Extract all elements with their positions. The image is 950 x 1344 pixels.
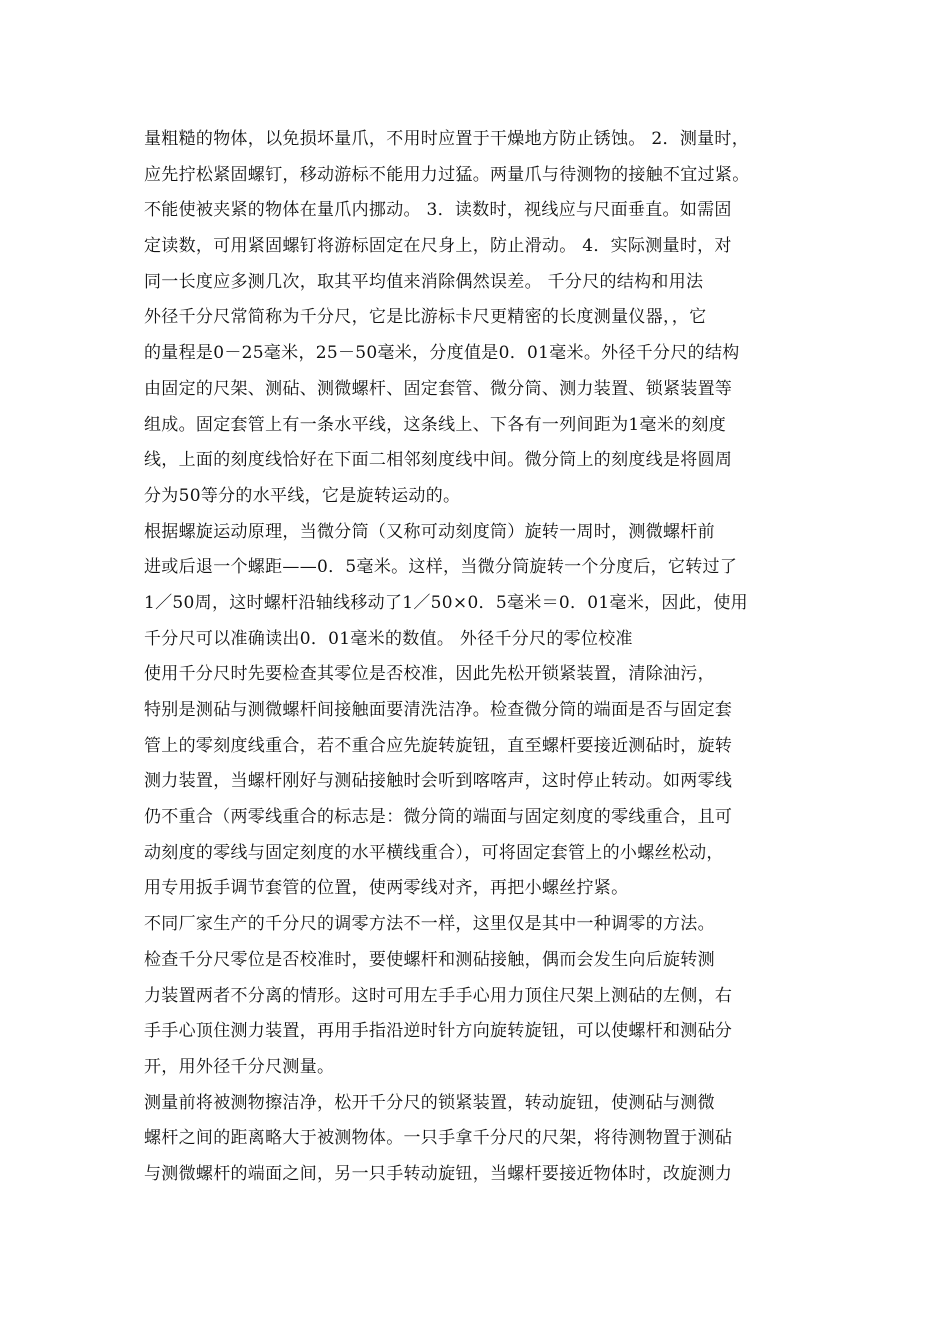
text-line-26: 手手心顶住测力装置，再用手指沿逆时针方向旋转旋钮，可以使螺杆和测砧分 (144, 1021, 733, 1042)
text-line-17: 特别是测砧与测微螺杆间接触面要清洗洁净。检查微分筒的端面是否与固定套 (144, 700, 733, 720)
text-line-23: 不同厂家生产的千分尺的调零方法不一样，这里仅是其中一种调零的方法。 (144, 914, 715, 935)
text-line-14: 1／50周，这时螺杆沿轴线移动了1／50×0．5毫米＝0．01毫米，因此，使用 (144, 592, 748, 613)
text-line-2: 应先拧松紧固螺钉，移动游标不能用力过猛。两量爪与待测物的接触不宜过紧。 (144, 164, 750, 185)
text-line-25: 力装置两者不分离的情形。这时可用左手手心用力顶住尺架上测砧的左侧，右 (144, 985, 733, 1006)
text-line-18: 管上的零刻度线重合，若不重合应先旋转旋钮，直至螺杆要接近测砧时，旋转 (144, 735, 733, 756)
text-line-13: 进或后退一个螺距——0．5毫米。这样，当微分筒旋转一个分度后，它转过了 (144, 557, 738, 578)
text-line-15: 千分尺可以准确读出0．01毫米的数值。 外径千分尺的零位校准 (144, 628, 633, 649)
text-line-16: 使用千分尺时先要检查其零位是否校准，因此先松开锁紧装置，清除油污， (144, 664, 715, 685)
text-line-7: 的量程是0－25毫米，25－50毫米，分度值是0．01毫米。外径千分尺的结构 (144, 343, 740, 364)
text-line-19: 测力装置，当螺杆刚好与测砧接触时会听到喀喀声，这时停止转动。如两零线 (144, 771, 733, 792)
text-line-20: 仍不重合（两零线重合的标志是：微分筒的端面与固定刻度的零线重合，且可 (144, 807, 733, 828)
text-line-5: 同一长度应多测几次，取其平均值来消除偶然误差。 千分尺的结构和用法 (144, 271, 704, 292)
text-line-6: 外径千分尺常简称为千分尺，它是比游标卡尺更精密的长度测量仪器，，它 (144, 307, 707, 328)
text-line-3: 不能使被夹紧的物体在量爪内挪动。 3．读数时，视线应与尺面垂直。如需固 (144, 200, 732, 221)
text-line-27: 开，用外径千分尺测量。 (144, 1056, 335, 1077)
text-line-11: 分为50等分的水平线，它是旋转运动的。 (144, 485, 461, 506)
text-line-29: 螺杆之间的距离略大于被测物体。一只手拿千分尺的尺架，将待测物置于测砧 (144, 1128, 733, 1149)
text-line-24: 检查千分尺零位是否校准时，要使螺杆和测砧接触，偶而会发生向后旋转测 (144, 949, 715, 970)
text-line-4: 定读数，可用紧固螺钉将游标固定在尺身上，防止滑动。 4．实际测量时，对 (144, 236, 732, 257)
text-line-28: 测量前将被测物擦洁净，松开千分尺的锁紧装置，转动旋钮，使测砧与测微 (144, 1092, 715, 1113)
text-line-21: 动刻度的零线与固定刻度的水平横线重合），可将固定套管上的小螺丝松动， (144, 842, 724, 863)
text-line-10: 线，上面的刻度线恰好在下面二相邻刻度线中间。微分筒上的刻度线是将圆周 (144, 450, 733, 471)
text-line-22: 用专用扳手调节套管的位置，使两零线对齐，再把小螺丝拧紧。 (144, 878, 629, 899)
text-line-8: 由固定的尺架、测砧、测微螺杆、固定套管、微分筒、测力装置、锁紧装置等 (144, 378, 733, 399)
text-line-9: 组成。固定套管上有一条水平线，这条线上、下各有一列间距为1毫米的刻度 (144, 414, 727, 435)
document-body (144, 122, 810, 1193)
text-line-30: 与测微螺杆的端面之间，另一只手转动旋钮，当螺杆要接近物体时，改旋测力 (144, 1163, 733, 1184)
text-line-1: 量粗糙的物体，以免损坏量爪，不用时应置于干燥地方防止锈蚀。 2．测量时， (144, 129, 750, 149)
text-line-12: 根据螺旋运动原理，当微分筒（又称可动刻度筒）旋转一周时，测微螺杆前 (144, 521, 715, 542)
